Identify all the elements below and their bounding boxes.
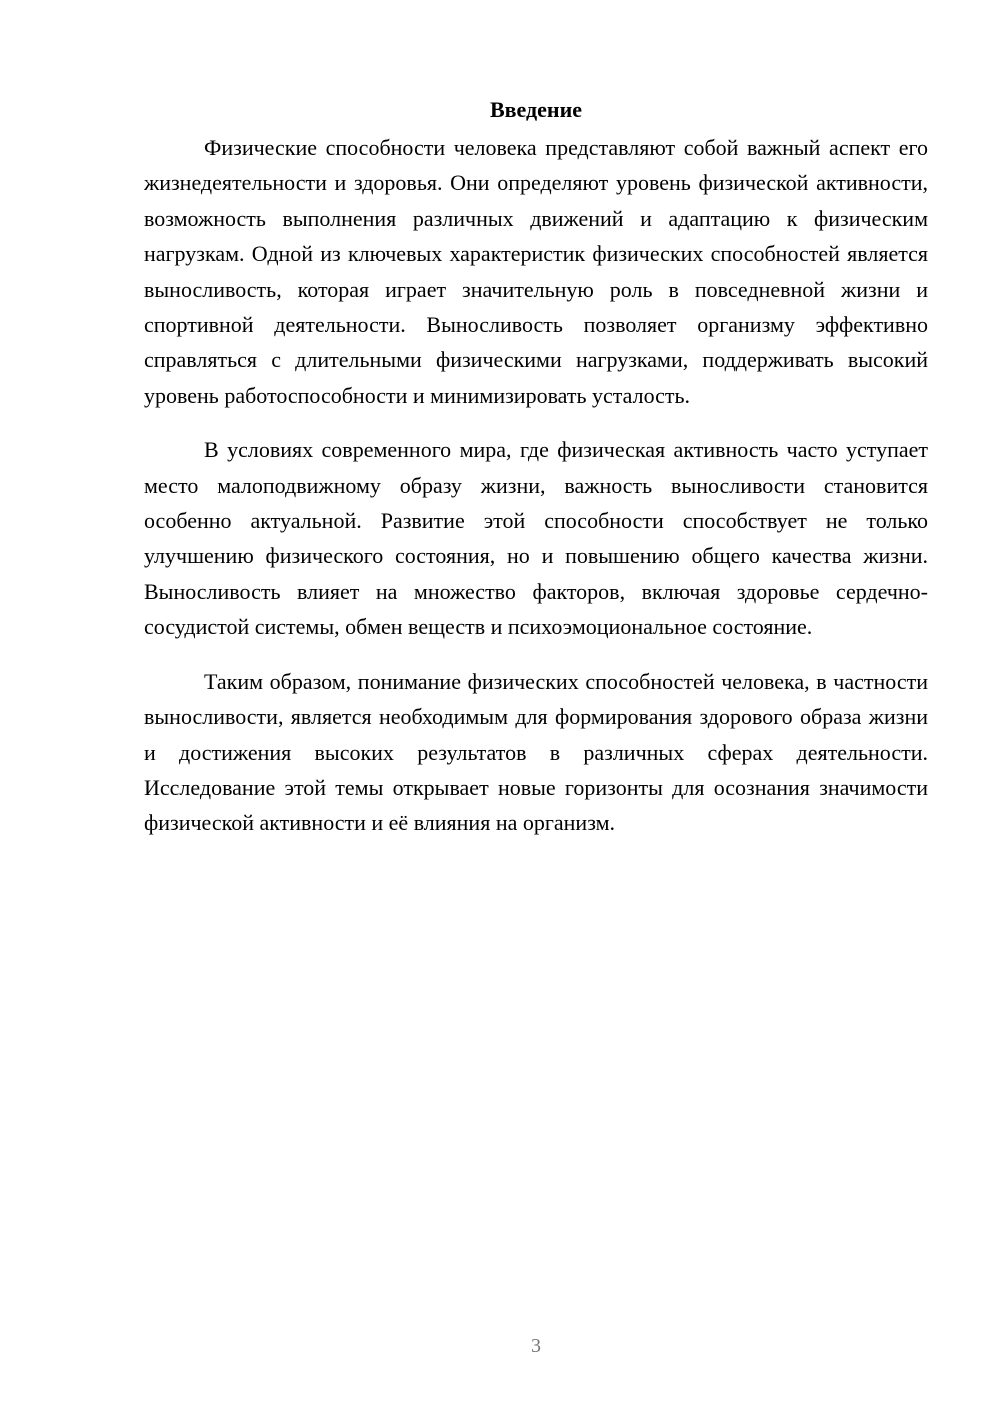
section-heading: Введение (489, 97, 583, 122)
paragraph-3: Таким образом, понимание физических способностей человека, в частности выносливости, является необходимым для формирования здорового образа жизни и достижения высоких результатов в различных сферах деятельности. Исследование этой темы открывает новые горизонты для осознания значимости физической активности и её влияния на организм. (144, 668, 928, 836)
paragraph-2: В условиях современного мира, где физическая активность часто уступает место малоподвижному образу жизни, важность выносливости становится особенно актуальной. Развитие этой способности способствует не только улучшению физического состояния, но и повышению общего качества жизни. Выносливость влияет на множество факторов, включая здоровье сердечно-сосудистой системы, обмен веществ и психоэмоциональное состояние. (144, 437, 928, 640)
paragraph-1: Физические способности человека представляют собой важный аспект его жизнедеятельности и здоровья. Они определяют уровень физической активности, возможность выполнения различных движений и адаптацию к физическим нагрузкам. Одной из ключевых характеристик физических способностей является выносливость, которая играет значительную роль в повседневной жизни и спортивной деятельности. Выносливость позволяет организму эффективно справляться с длительными физическими нагрузками, поддерживать высокий уровень работоспособности и минимизировать усталость. (144, 135, 928, 408)
page-content (144, 92, 928, 860)
page-number: 3 (531, 1335, 541, 1357)
